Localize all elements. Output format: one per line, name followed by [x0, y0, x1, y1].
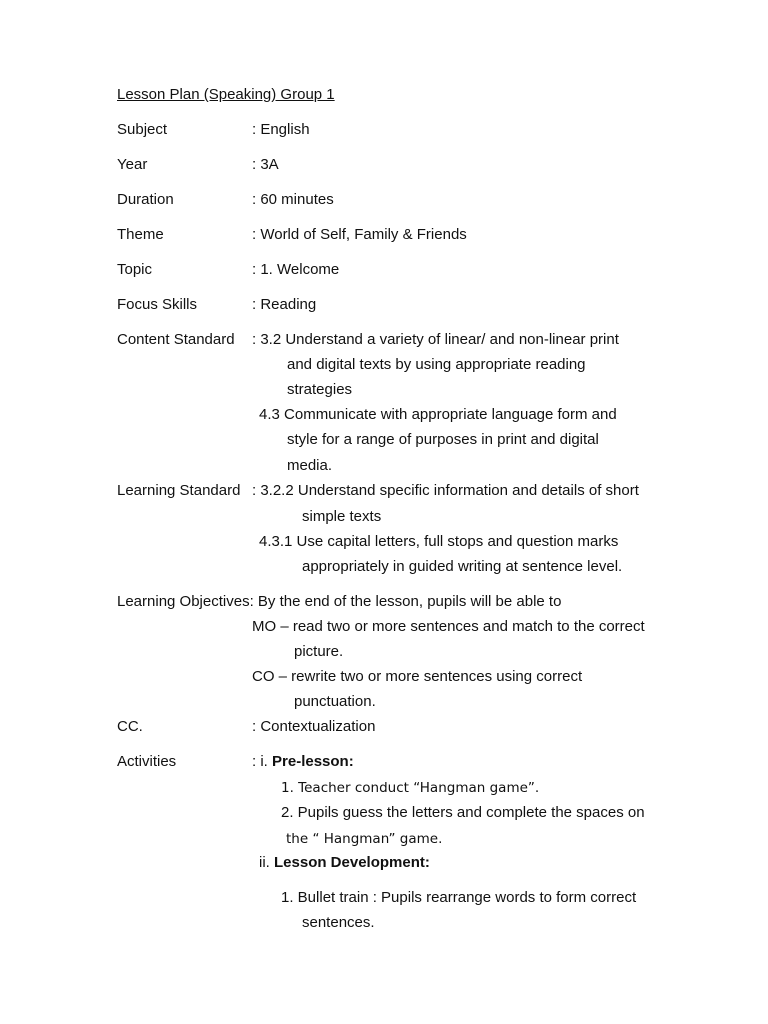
- topic-label: Topic: [117, 261, 153, 278]
- year-value: : 3A: [252, 156, 279, 173]
- learning-objectives-label: Learning Objectives: By the end of the lesson, pupils will be able to: [117, 593, 562, 610]
- content-standard-line: 4.3 Communicate with appropriate language form and: [259, 406, 617, 423]
- subject-value: : English: [252, 121, 310, 138]
- cc-value: : Contextualization: [252, 718, 376, 735]
- theme-value: : World of Self, Family & Friends: [252, 226, 467, 243]
- pre-lesson-prefix: : i.: [252, 753, 273, 770]
- learning-standard-line: appropriately in guided writing at sentence level.: [302, 558, 623, 575]
- content-standard-line: : 3.2 Understand a variety of linear/ and non-linear print: [252, 331, 619, 348]
- content-standard-line: media.: [287, 457, 333, 474]
- focus-skills-label: Focus Skills: [117, 296, 198, 313]
- subject-label: Subject: [117, 121, 168, 138]
- duration-label: Duration: [117, 191, 174, 208]
- pre-lesson-item: the “ Hangman” game.: [286, 831, 443, 847]
- content-standard-label: Content Standard: [117, 331, 235, 348]
- content-standard-line: style for a range of purposes in print and digital: [287, 431, 599, 448]
- development-prefix: ii.: [259, 854, 274, 871]
- pre-lesson-item: 1. Teacher conduct “Hangman game”.: [281, 780, 540, 796]
- development-title: Lesson Development:: [274, 854, 430, 871]
- pre-lesson-heading: [252, 753, 354, 771]
- content-standard-line: strategies: [287, 381, 353, 398]
- learning-objective-line: CO – rewrite two or more sentences using correct: [252, 668, 583, 685]
- pre-lesson-item: 2. Pupils guess the letters and complete the spaces on: [281, 804, 645, 821]
- theme-label: Theme: [117, 226, 164, 243]
- learning-standard-line: simple texts: [302, 508, 382, 525]
- focus-skills-value: : Reading: [252, 296, 317, 313]
- pre-lesson-title: Pre-lesson:: [272, 753, 354, 770]
- learning-objective-line: picture.: [294, 643, 344, 660]
- learning-objective-line: punctuation.: [294, 693, 376, 710]
- learning-objective-line: MO – read two or more sentences and match to the correct: [252, 618, 645, 635]
- learning-standard-label: Learning Standard: [117, 482, 241, 499]
- learning-standard-line: 4.3.1 Use capital letters, full stops and question marks: [259, 533, 619, 550]
- duration-value: : 60 minutes: [252, 191, 334, 208]
- development-heading: [259, 854, 430, 872]
- development-item: 1. Bullet train : Pupils rearrange words to form correct: [281, 889, 637, 906]
- topic-value: : 1. Welcome: [252, 261, 340, 278]
- cc-label: CC.: [117, 718, 143, 735]
- activities-label: Activities: [117, 753, 177, 770]
- development-item: sentences.: [302, 914, 375, 931]
- learning-standard-line: : 3.2.2 Understand specific information and details of short: [252, 482, 639, 499]
- content-standard-line: and digital texts by using appropriate reading: [287, 356, 586, 373]
- year-label: Year: [117, 156, 148, 173]
- document-title: Lesson Plan (Speaking) Group 1: [117, 86, 335, 103]
